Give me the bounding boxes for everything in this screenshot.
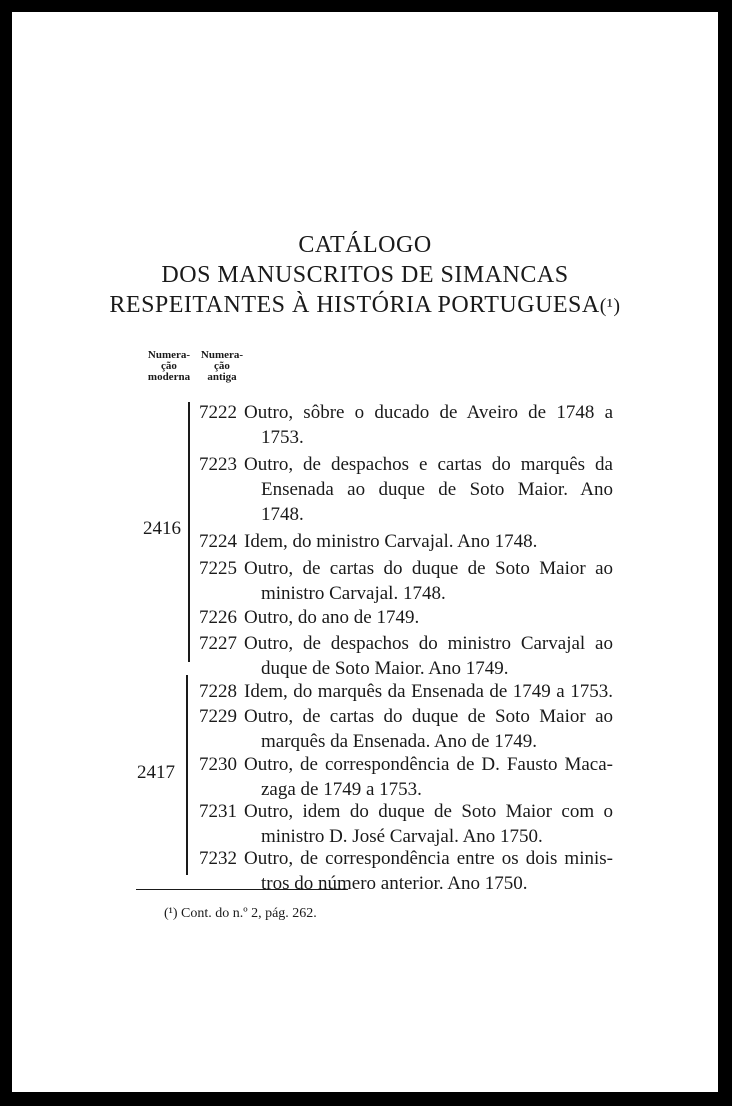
brace-group-2 — [186, 675, 188, 875]
entry-text: 1748. — [261, 504, 304, 525]
catalog-entry — [199, 452, 613, 527]
title-footnote-marker: (¹) — [599, 295, 621, 317]
catalog-title: CATÁLOGO — [298, 232, 432, 258]
entry-number: 7231 — [199, 801, 237, 822]
entry-number: 7230 — [199, 754, 237, 775]
column-header-ancient-l1: Numera- — [200, 349, 244, 361]
entry-text: Idem, do ministro Carvajal. Ano 1748. — [244, 531, 538, 552]
group-label: 2417 — [137, 762, 175, 783]
entry-number: 7227 — [199, 633, 237, 654]
entry-number: 7232 — [199, 848, 237, 869]
column-header-modern-l2: ção — [161, 360, 177, 372]
entry-text: Outro, de despachos e cartas do marquês da — [244, 454, 613, 475]
entry-number: 7223 — [199, 454, 237, 475]
group-label: 2416 — [143, 518, 181, 539]
entry-text: Outro, de correspondência entre os dois minis- — [244, 848, 613, 869]
entry-number: 7225 — [199, 558, 237, 579]
entry-text: Outro, de correspondência de D. Fausto Maca- — [244, 754, 613, 775]
entry-text: Outro, de despachos do ministro Carvajal ao — [244, 633, 613, 654]
footnote: (¹) Cont. do n.º 2, pág. 262. — [164, 906, 317, 921]
entry-number: 7229 — [199, 706, 237, 727]
column-header-modern-l3: moderna — [147, 371, 191, 383]
column-header-modern — [140, 350, 198, 383]
catalog-subtitle-2 — [12, 290, 718, 321]
catalog-entry — [199, 631, 613, 681]
entry-text: Outro, idem do duque de Soto Maior com o — [244, 801, 613, 822]
catalog-entry — [199, 752, 613, 802]
catalog-entry — [199, 529, 613, 554]
entry-text: ministro Carvajal. 1748. — [261, 583, 446, 604]
entry-text: zaga de 1749 a 1753. — [261, 779, 422, 800]
entry-text: tros do número anterior. Ano 1750. — [261, 873, 528, 894]
entry-text: Outro, de cartas do duque de Soto Maior ao — [244, 558, 613, 579]
entry-text: Outro, do ano de 1749. — [244, 607, 420, 628]
column-header-ancient-l2: ção — [214, 360, 230, 372]
entry-number: 7226 — [199, 607, 237, 628]
entry-number: 7222 — [199, 402, 237, 423]
footnote-divider — [136, 889, 348, 890]
document-page — [12, 12, 718, 1092]
catalog-entry — [199, 605, 613, 630]
entry-number: 7228 — [199, 681, 237, 702]
entry-text: Outro, de cartas do duque de Soto Maior ao — [244, 706, 613, 727]
catalog-subtitle: DOS MANUSCRITOS DE SIMANCAS — [161, 262, 569, 288]
column-header-ancient-l3: antiga — [207, 371, 237, 383]
entry-number: 7224 — [199, 531, 237, 552]
entry-text: ministro D. José Carvajal. Ano 1750. — [261, 826, 543, 847]
catalog-entry — [199, 679, 613, 704]
column-header-modern-l1: Numera- — [147, 349, 191, 361]
catalog-entry — [199, 400, 613, 450]
catalog-subtitle-2-text: RESPEITANTES À HISTÓRIA PORTUGUESA — [109, 292, 600, 318]
entry-text: marquês da Ensenada. Ano de 1749. — [261, 731, 537, 752]
catalog-entry — [199, 556, 613, 606]
column-header-ancient — [194, 350, 250, 383]
entry-text: Ensenada ao duque de Soto Maior. Ano — [261, 479, 613, 500]
catalog-entry — [199, 799, 613, 849]
catalog-entry — [199, 704, 613, 754]
entry-text: duque de Soto Maior. Ano 1749. — [261, 658, 509, 679]
brace-group-1 — [188, 402, 190, 662]
entry-text: Outro, sôbre o ducado de Aveiro de 1748 a — [244, 402, 613, 423]
entry-text: Idem, do marquês da Ensenada de 1749 a 1753. — [244, 681, 613, 702]
entry-text: 1753. — [261, 427, 304, 448]
